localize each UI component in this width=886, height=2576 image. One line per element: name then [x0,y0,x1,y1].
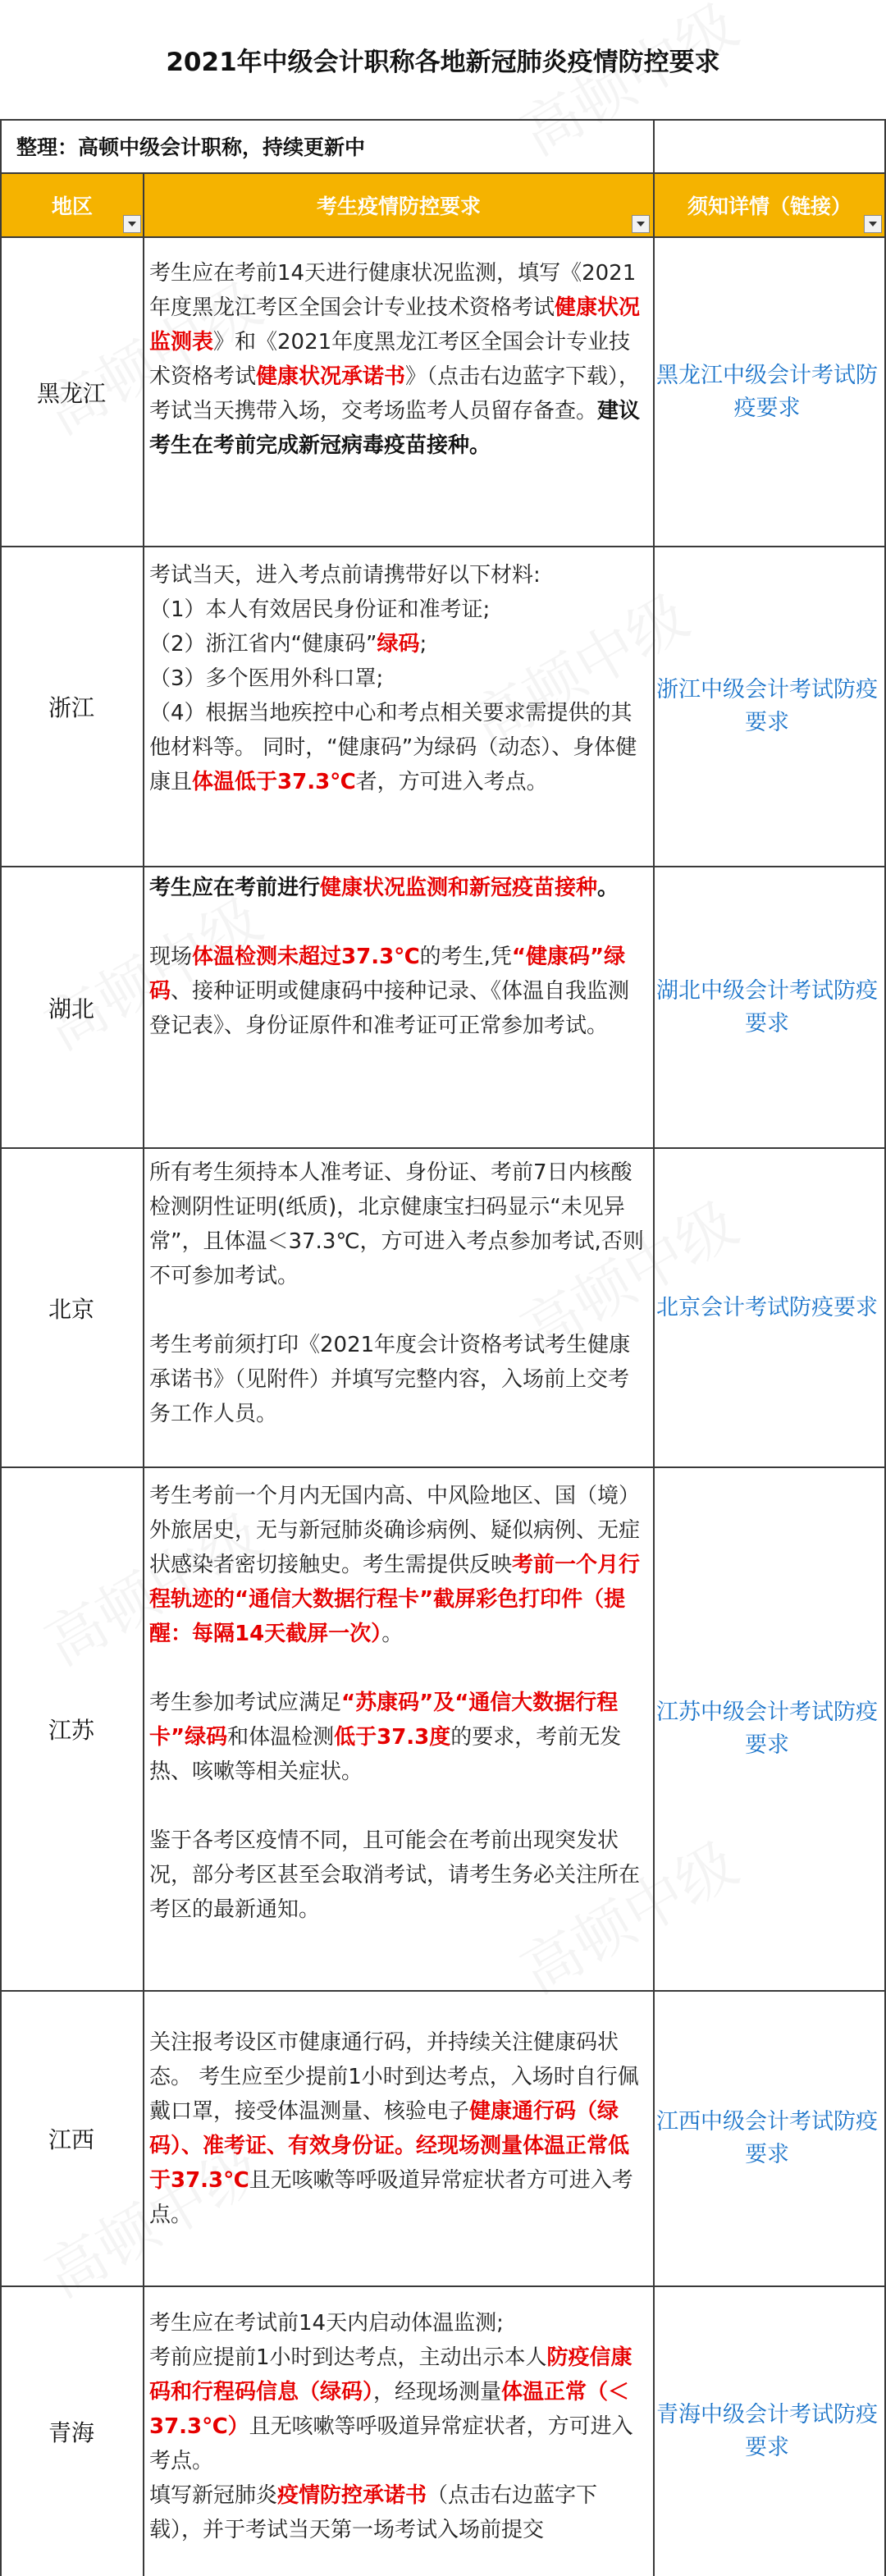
link-beijing[interactable]: 北京会计考试防疫要求 [656,1294,878,1320]
requirements-jiangsu: 考生考前一个月内无国内高、中风险地区、国（境）外旅居史，无与新冠肺炎确诊病例、疑似病例、无症状感染者密切接触史。考生需提供反映考前一个月行程轨迹的“通信大数据行程卡”截屏彩色打印件（提醒：每隔14天截屏一次）。 考生参加考试应满足“苏康码”及“通信大数据行程卡”绿码和体温检测低于37.3度的要求，考前无发热、咳嗽等相关症状。 鉴于各考区疫情不同，且可能会在考前出现突发状况，部分考区甚至会取消考试，请考生务必关注所在考区的最新通知。 [149,1484,641,1922]
link-heilongjiang[interactable]: 黑龙江中级会计考试防疫要求 [656,362,878,421]
link-jiangsu[interactable]: 江苏中级会计考试防疫要求 [656,1700,878,1758]
requirements-qinghai: 考生应在考试前14天内启动体温监测; 考前应提前1小时到达考点，主动出示本人防疫信康码和行程码信息（绿码），经现场测量体温正常（＜37.3℃）且无咳嗽等呼吸道异常症状者，方可进入考点。 填写新冠肺炎疫情防控承诺书（点击右边蓝字下载），并于考试当天第一场考试入场前提交 [149,2311,633,2542]
divider [0,119,886,121]
filter-dropdown-icon[interactable] [864,215,882,233]
column-header-details: 须知详情（链接） [687,194,852,218]
requirements-hubei: 考生应在考前进行健康状况监测和新冠疫苗接种。 现场体温检测未超过37.3℃的考生,凭“健康码”绿码、接种证明或健康码中接种记录、《体温自我监测登记表》、身份证原件和准考证可正常参加考试。 [149,876,630,1038]
requirements-beijing: 所有考生须持本人准考证、身份证、考前7日内核酸检测阴性证明(纸质)，北京健康宝扫码显示“未见异常”，且体温＜37.3℃，方可进入考点参加考试,否则不可参加考试。 考生考前须打印《2021年度会计资格考试考生健康承诺书》（见附件）并填写完整内容，入场前上交考务工作人员。 [149,1160,644,1426]
region-jiangxi: 江西 [48,2126,94,2153]
column-header-region: 地区 [51,194,93,218]
link-jiangxi[interactable]: 江西中级会计考试防疫要求 [656,2109,878,2167]
filter-dropdown-icon[interactable] [632,215,650,233]
link-zhejiang[interactable]: 浙江中级会计考试防疫要求 [656,677,878,735]
filter-dropdown-icon[interactable] [123,215,141,233]
region-heilongjiang: 黑龙江 [36,379,106,407]
divider [143,174,144,2576]
region-zhejiang: 浙江 [48,694,94,721]
link-qinghai[interactable]: 青海中级会计考试防疫要求 [656,2402,878,2460]
region-beijing: 北京 [48,1295,94,1323]
source-note: 整理：高顿中级会计职称，持续更新中 [16,135,366,159]
requirements-zhejiang: 考试当天，进入考点前请携带好以下材料: （1）本人有效居民身份证和准考证; （2）浙江省内“健康码”绿码; （3）多个医用外科口罩; （4）根据当地疾控中心和考点相关要求需提供的其他材料等。 同时，“健康码”为绿码（动态）、身体健康且体温低于37.3℃者，方可进入考点。 [149,563,637,794]
requirements-heilongjiang: 考生应在考前14天进行健康状况监测，填写《2021年度黑龙江考区全国会计专业技术资格考试健康状况监测表》和《2021年度黑龙江考区全国会计专业技术资格考试健康状况承诺书》（点击右边蓝字下载），考试当天携带入场，交考场监考人员留存备查。建议考生在考前完成新冠病毒疫苗接种。 [149,261,641,458]
page-title: 2021年中级会计职称各地新冠肺炎疫情防控要求 [166,48,720,77]
divider [653,121,655,174]
column-header-requirements: 考生疫情防控要求 [316,194,481,218]
region-qinghai: 青海 [48,2419,94,2446]
requirements-jiangxi: 关注报考设区市健康通行码，并持续关注健康码状态。 考生应至少提前1小时到达考点，入场时自行佩戴口罩，接受体温测量、核验电子健康通行码（绿码）、准考证、有效身份证。经现场测量体温正常低于37.3℃且无咳嗽等呼吸道异常症状者方可进入考点。 [149,2030,639,2227]
region-hubei: 湖北 [48,995,94,1023]
link-hubei[interactable]: 湖北中级会计考试防疫要求 [656,977,878,1036]
region-jiangsu: 江苏 [48,1717,94,1744]
